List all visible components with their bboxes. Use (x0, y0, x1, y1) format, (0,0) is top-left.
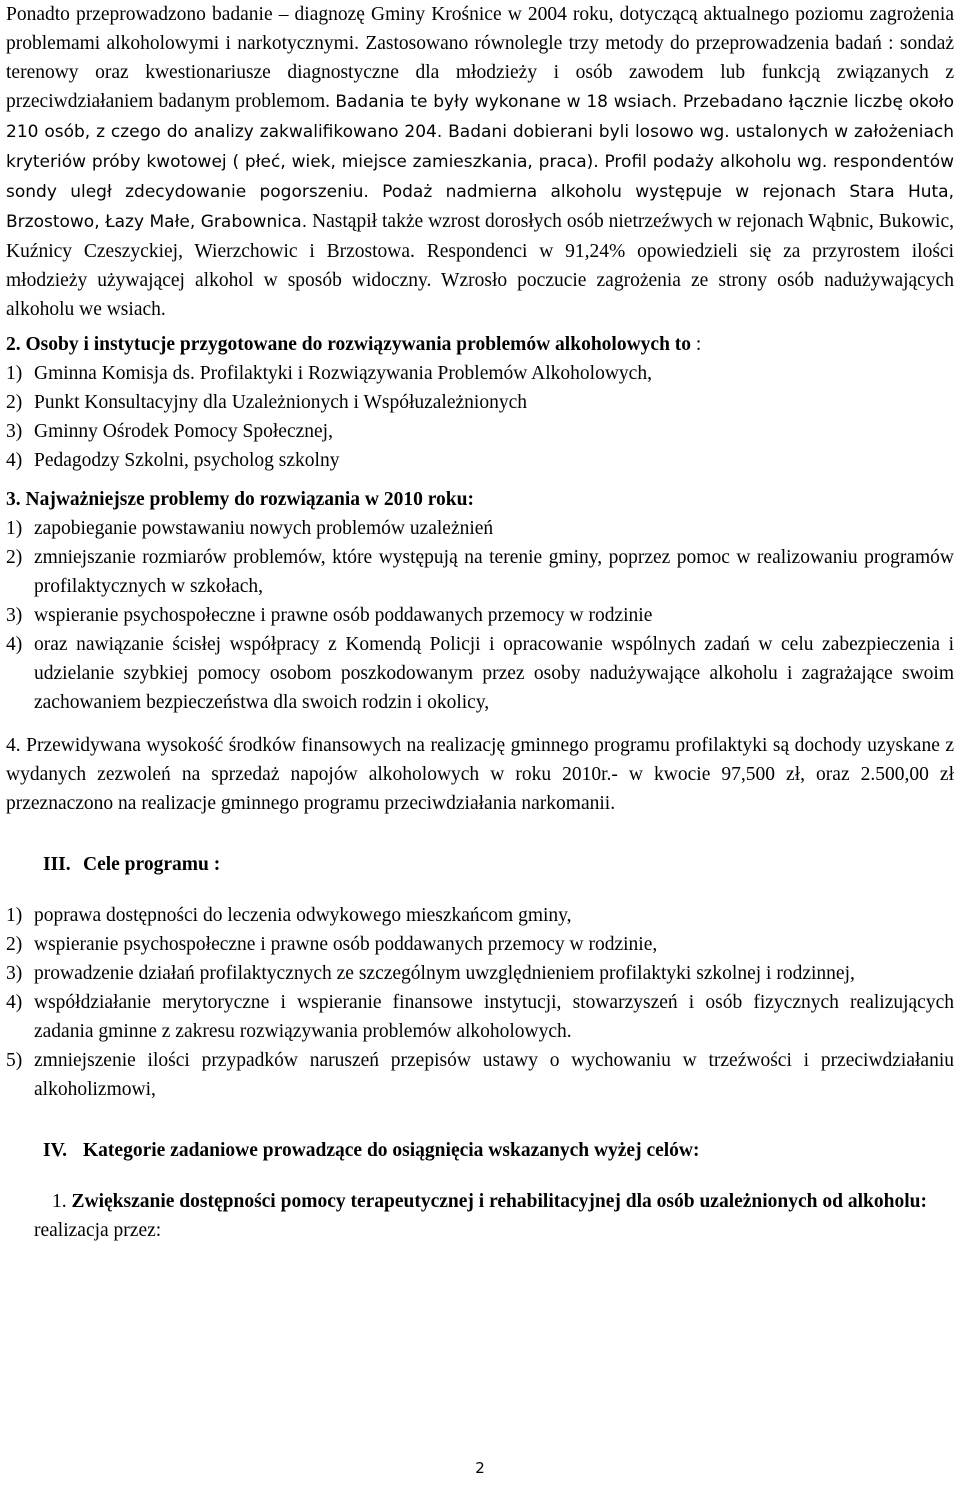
intro-text-tail: Nastąpił także wzrost dorosłych osób nietrzeźwych w rejonach Wąbnic, Bukowic, Kuźnicy Czeszyckiej, Wierzchowic i Brzostowa. Respondenci w 91,24% opowiedzieli się za przyrostem ilości młodzieży używającej alkohol w sposób widoczny. Wzrosło poczucie zagrożenia ze strony osób nadużywających alkoholu we wsiach. (6, 211, 954, 320)
list-item: 4) Pedagodzy Szkolni, psycholog szkolny (6, 450, 340, 471)
section-III-numeral: III. (43, 854, 71, 875)
list-item: 5) zmniejszenie ilości przypadków naruszeń przepisów ustawy o wychowaniu w trzeźwości i przeciwdziałaniu alkoholizmowi, (6, 1050, 954, 1100)
section-2-heading: 2. Osoby i instytucje przygotowane do rozwiązywania problemów alkoholowych to : (6, 334, 702, 355)
intro-paragraph (6, 0, 954, 324)
intro-text-serif: Ponadto przeprowadzono badanie – diagnozę Gminy Krośnice w 2004 roku, dotyczącą aktualnego poziomu zagrożenia problemami alkoholowymi i narkotycznymi. Zastosowano równolegle trzy metody do przeprowadzenia badań : sondaż terenowy oraz kwestionariusze diagnostyczne dla młodzieży i osób zawodem lub funkcją związanych z przeciwdziałaniem badanym problemom. (6, 4, 954, 112)
list-item: 4) współdziałanie merytoryczne i wspieranie finansowe instytucji, stowarzyszeń i osób fizycznych realizujących zadania gminne z zakresu rozwiązywania problemów alkoholowych. (6, 992, 954, 1042)
realizacja-label: realizacja przez: (34, 1220, 162, 1241)
list-item: 3) wspieranie psychospołeczne i prawne osób poddawanych przemocy w rodzinie (6, 605, 653, 626)
section-III-list (6, 901, 954, 1104)
section-2-list (6, 359, 954, 475)
page-number: 2 (475, 1459, 485, 1477)
list-item: 2) wspieranie psychospołeczne i prawne osób poddawanych przemocy w rodzinie, (6, 934, 658, 955)
list-item: 1) poprawa dostępności do leczenia odwykowego mieszkańcom gminy, (6, 905, 572, 926)
document-page (6, 0, 954, 1245)
list-item: 1) zapobieganie powstawaniu nowych problemów uzależnień (6, 518, 494, 539)
subheading-text: Zwiększanie dostępności pomocy terapeutycznej i rehabilitacyjnej dla osób uzależnionych od alkoholu: (71, 1191, 927, 1212)
section-IV-heading (6, 1136, 954, 1165)
intro-text-sans: Badania te były wykonane w 18 wsiach. Przebadano łącznie liczbę około 210 osób, z czego do analizy zakwalifikowano 204. Badani dobierani byli losowo wg. ustalonych w założeniach kryteriów próby kwotowej ( płeć, wiek, miejsce zamieszkania, praca). Profil podaży alkoholu wg. respondentów sondy uległ zdecydowanie pogorszeniu. Podaż nadmierna alkoholu występuje w rejonach Stara Huta, Brzostowo, Łazy Małe, Grabownica. (6, 92, 955, 232)
section-IV-title: Kategorie zadaniowe prowadzące do osiągnięcia wskazanych wyżej celów: (83, 1140, 700, 1161)
section-III-heading (6, 850, 954, 879)
section-III-title: Cele programu : (83, 854, 221, 875)
section-3-list (6, 514, 954, 717)
list-item: 3) Gminny Ośrodek Pomocy Społecznej, (6, 421, 333, 442)
list-item: 3) prowadzenie działań profilaktycznych ze szczególnym uwzględnieniem profilaktyki szkolnej i rodzinnej, (6, 963, 855, 984)
section-IV-numeral: IV. (43, 1140, 68, 1161)
section-3-heading: 3. Najważniejsze problemy do rozwiązania w 2010 roku: (6, 489, 474, 510)
list-item: 2) Punkt Konsultacyjny dla Uzależnionych i Współuzależnionych (6, 392, 527, 413)
section-4-paragraph: 4. Przewidywana wysokość środków finansowych na realizację gminnego programu profilaktyki są dochody uzyskane z wydanych zezwoleń na sprzedaż napojów alkoholowych w roku 2010r.- w kwocie 97,500 zł, oraz 2.500,00 zł przeznaczono na realizacje gminnego programu przeciwdziałania narkomanii. (6, 735, 954, 814)
list-item: 1) Gminna Komisja ds. Profilaktyki i Rozwiązywania Problemów Alkoholowych, (6, 363, 652, 384)
list-item: 2) zmniejszanie rozmiarów problemów, które występują na terenie gminy, poprzez pomoc w realizowaniu programów profilaktycznych w szkołach, (6, 547, 954, 597)
list-item: 4) oraz nawiązanie ścisłej współpracy z Komendą Policji i opracowanie wspólnych zadań w celu zabezpieczenia i udzielanie szybkiej pomocy osobom poszkodowanym przez osoby nadużywające alkoholu i zagrażające swoim zachowaniem bezpieczeństwa dla swoich rodzin i okolicy, (6, 634, 954, 713)
section-IV-subheading (6, 1187, 954, 1216)
subheading-number: 1. (52, 1191, 67, 1212)
